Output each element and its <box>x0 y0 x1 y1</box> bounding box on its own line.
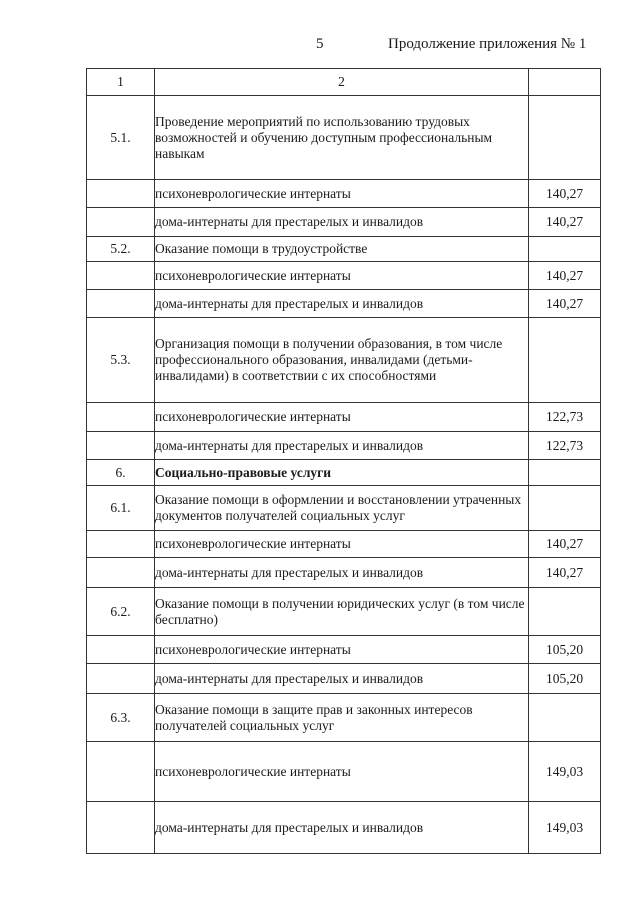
table-row <box>87 237 601 262</box>
row-description: психоневрологические интернаты <box>155 531 529 558</box>
row-number: 5.3. <box>87 318 155 403</box>
row-value: 140,27 <box>529 262 601 290</box>
row-number: 6.3. <box>87 694 155 742</box>
row-number <box>87 262 155 290</box>
appendix-label: Продолжение приложения № 1 <box>388 36 587 52</box>
row-value: 140,27 <box>529 290 601 318</box>
row-number: 5.2. <box>87 237 155 262</box>
row-number <box>87 180 155 208</box>
table-row <box>87 558 601 588</box>
row-value <box>529 460 601 486</box>
page-number: 5 <box>316 36 324 52</box>
row-number <box>87 664 155 694</box>
row-number <box>87 802 155 854</box>
row-description: психоневрологические интернаты <box>155 636 529 664</box>
row-number <box>87 403 155 432</box>
row-description: Социально-правовые услуги <box>155 460 529 486</box>
col-header-2: 2 <box>155 69 529 96</box>
row-number <box>87 742 155 802</box>
table-row <box>87 636 601 664</box>
row-value <box>529 237 601 262</box>
row-value: 140,27 <box>529 208 601 237</box>
table-row <box>87 262 601 290</box>
row-description: психоневрологические интернаты <box>155 742 529 802</box>
row-description: дома-интернаты для престарелых и инвалидов <box>155 290 529 318</box>
table-row <box>87 403 601 432</box>
row-value <box>529 694 601 742</box>
table-row <box>87 588 601 636</box>
row-number <box>87 558 155 588</box>
row-value <box>529 96 601 180</box>
row-description: Оказание помощи в трудоустройстве <box>155 237 529 262</box>
row-description: Оказание помощи в оформлении и восстановлении утраченных документов получателей социальных услуг <box>155 486 529 531</box>
table-row <box>87 802 601 854</box>
col-header-1: 1 <box>87 69 155 96</box>
table-header-row <box>87 69 601 96</box>
table-row <box>87 432 601 460</box>
table-row <box>87 318 601 403</box>
row-description: дома-интернаты для престарелых и инвалидов <box>155 432 529 460</box>
row-number: 6.1. <box>87 486 155 531</box>
table-row <box>87 664 601 694</box>
row-description: психоневрологические интернаты <box>155 180 529 208</box>
col-header-3 <box>529 69 601 96</box>
table-row <box>87 486 601 531</box>
row-description: психоневрологические интернаты <box>155 262 529 290</box>
row-value: 140,27 <box>529 180 601 208</box>
row-value: 105,20 <box>529 664 601 694</box>
row-value <box>529 588 601 636</box>
row-description: дома-интернаты для престарелых и инвалидов <box>155 558 529 588</box>
row-description: дома-интернаты для престарелых и инвалидов <box>155 208 529 237</box>
table-row <box>87 460 601 486</box>
row-number <box>87 636 155 664</box>
table-row <box>87 694 601 742</box>
row-description: дома-интернаты для престарелых и инвалидов <box>155 664 529 694</box>
row-value: 122,73 <box>529 432 601 460</box>
table-row <box>87 290 601 318</box>
row-description: Проведение мероприятий по использованию трудовых возможностей и обучению доступным профессиональным навыкам <box>155 96 529 180</box>
row-value: 122,73 <box>529 403 601 432</box>
row-value: 105,20 <box>529 636 601 664</box>
row-description: Оказание помощи в защите прав и законных интересов получателей социальных услуг <box>155 694 529 742</box>
table-row <box>87 180 601 208</box>
services-table <box>86 68 601 854</box>
row-value: 149,03 <box>529 742 601 802</box>
row-value: 149,03 <box>529 802 601 854</box>
row-value <box>529 318 601 403</box>
row-number <box>87 432 155 460</box>
table-row <box>87 531 601 558</box>
row-value <box>529 486 601 531</box>
row-description: Оказание помощи в получении юридических услуг (в том числе бесплатно) <box>155 588 529 636</box>
row-value: 140,27 <box>529 531 601 558</box>
table-row <box>87 96 601 180</box>
row-number <box>87 290 155 318</box>
table-row <box>87 208 601 237</box>
table-row <box>87 742 601 802</box>
row-value: 140,27 <box>529 558 601 588</box>
row-description: дома-интернаты для престарелых и инвалидов <box>155 802 529 854</box>
row-number <box>87 208 155 237</box>
row-number: 6.2. <box>87 588 155 636</box>
row-description: психоневрологические интернаты <box>155 403 529 432</box>
row-description: Организация помощи в получении образования, в том числе профессионального образования, инвалидами (детьми-инвалидами) в соответствии с их способностями <box>155 318 529 403</box>
row-number: 6. <box>87 460 155 486</box>
row-number: 5.1. <box>87 96 155 180</box>
row-number <box>87 531 155 558</box>
